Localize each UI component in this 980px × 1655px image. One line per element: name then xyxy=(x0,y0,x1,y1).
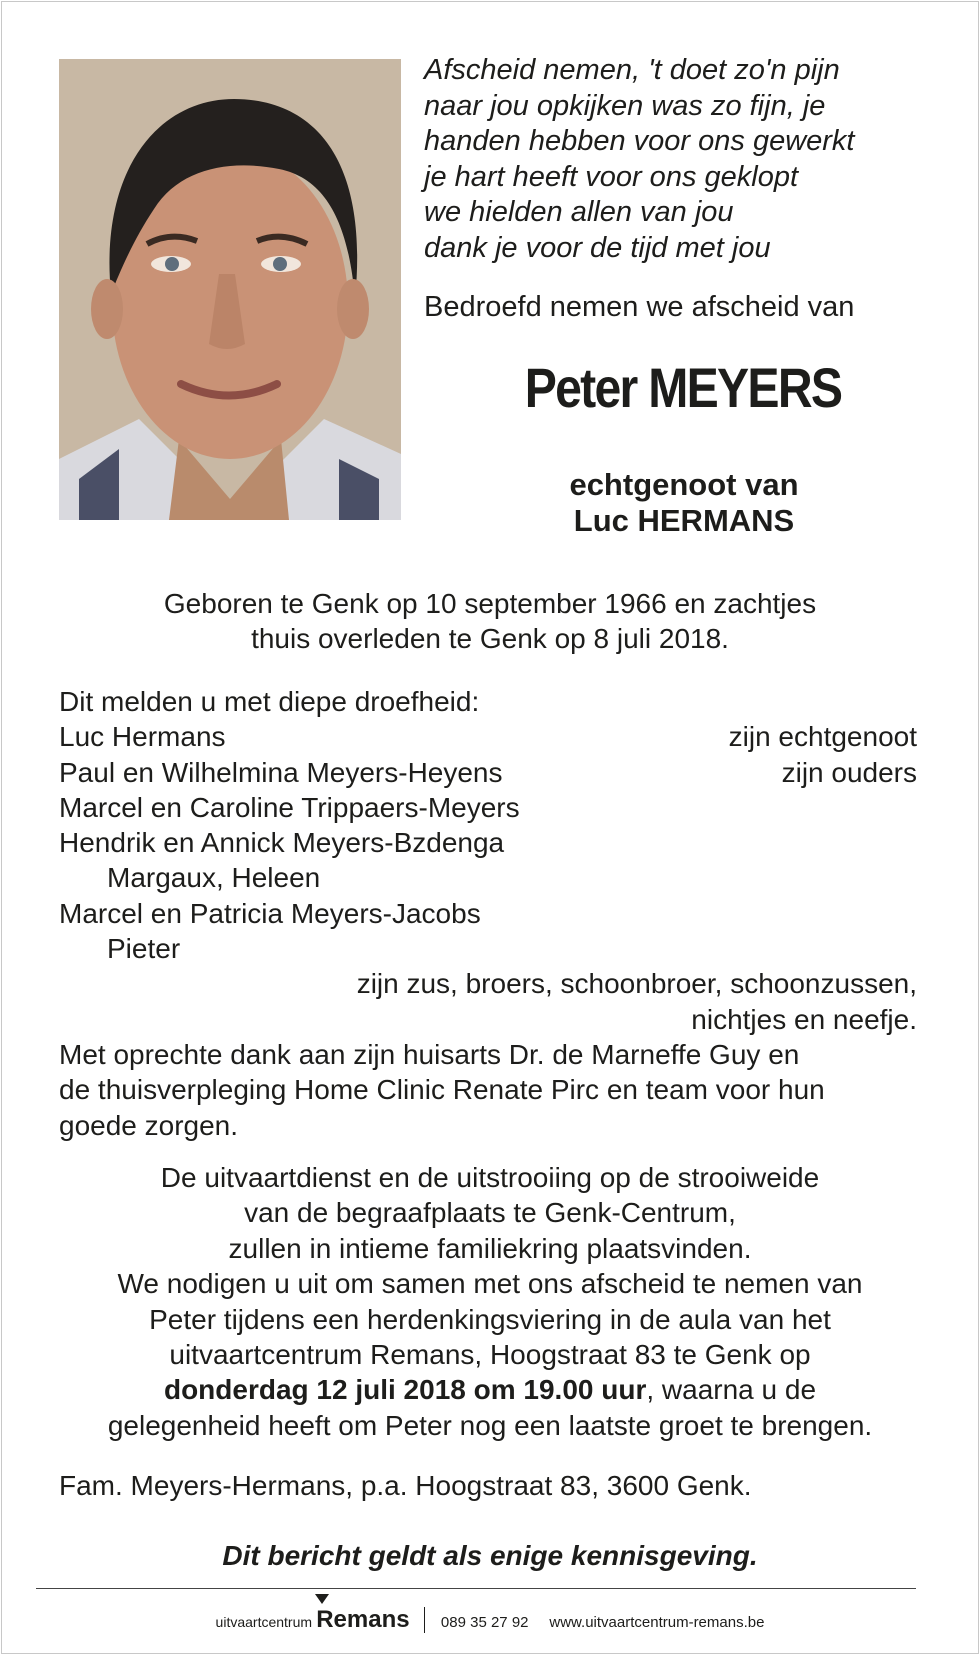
service-date: donderdag 12 juli 2018 om 19.00 uur xyxy=(163,1374,647,1406)
triangle-marker-icon xyxy=(315,1594,329,1604)
mourner-name: Hendrik en Annick Meyers-Bzdenga xyxy=(59,827,505,859)
brand-light: uitvaartcentrum xyxy=(215,1614,313,1630)
thanks-line: Met oprechte dank aan zijn huisarts Dr. de Marneffe Guy en xyxy=(59,1038,800,1070)
service-date-line xyxy=(40,1372,940,1407)
poem-line: je hart heeft voor ons geklopt xyxy=(424,160,799,193)
poem-line: Afscheid nemen, 't doet zo'n pijn xyxy=(424,54,840,86)
thanks-line: goede zorgen. xyxy=(59,1109,239,1141)
mourner-row xyxy=(59,896,917,931)
mourner-relation: zijn ouders xyxy=(781,756,917,788)
mourner-relation: zijn echtgenoot xyxy=(728,721,917,753)
footer-divider xyxy=(36,1588,916,1589)
footer-phone: 089 35 27 92 xyxy=(440,1614,529,1631)
family-address: Fam. Meyers-Hermans, p.a. Hoogstraat 83, 3600 Genk. xyxy=(59,1470,752,1501)
thanks-line: de thuisverpleging Home Clinic Renate Pirc en team voor hun xyxy=(59,1074,825,1106)
mourner-name: Paul en Wilhelmina Meyers-Heyens xyxy=(59,756,503,788)
service-line: gelegenheid heeft om Peter nog een laatste groet te brengen. xyxy=(107,1409,873,1441)
deceased-name: Peter MEYERS xyxy=(524,356,842,419)
poem xyxy=(424,53,944,266)
intro-text: Bedroefd nemen we afscheid van xyxy=(424,291,855,323)
spouse-name: Luc HERMANS xyxy=(573,503,795,538)
relatives-line: nichtjes en neefje. xyxy=(691,1003,917,1035)
service-line: Peter tijdens een herdenkingsviering in de aula van het xyxy=(149,1303,831,1335)
service-info xyxy=(40,1160,940,1443)
poem-line: naar jou opkijken was zo fijn, je xyxy=(424,89,826,122)
service-line: zullen in intieme familiekring plaatsvinden. xyxy=(228,1232,752,1264)
mourner-row xyxy=(59,719,917,754)
poem-line: dank je voor de tijd met jou xyxy=(424,231,771,264)
relatives-line: zijn zus, broers, schoonbroer, schoonzussen, xyxy=(356,968,917,1000)
mourner-name: Marcel en Caroline Trippaers-Meyers xyxy=(59,791,520,823)
notice: Dit bericht geldt als enige kennisgeving. xyxy=(222,1540,758,1571)
mourner-row xyxy=(59,931,917,966)
mourner-row xyxy=(59,755,917,790)
poem-line: handen hebben voor ons gewerkt xyxy=(424,125,855,157)
service-line: We nodigen u uit om samen met ons afscheid te nemen van xyxy=(117,1268,863,1300)
mourner-row xyxy=(59,860,917,895)
relatives-note xyxy=(59,966,917,1037)
service-line: De uitvaartdienst en de uitstrooiing op de strooiweide xyxy=(160,1162,820,1193)
spouse-relation: echtgenoot van xyxy=(569,467,799,502)
footer-separator xyxy=(424,1607,425,1633)
mourner-row xyxy=(59,825,917,860)
footer-website[interactable]: www.uitvaartcentrum-remans.be xyxy=(549,1614,765,1631)
spouse-block xyxy=(424,467,944,539)
service-date-rest: , waarna u de xyxy=(646,1374,817,1406)
death-line: thuis overleden te Genk op 8 juli 2018. xyxy=(251,622,729,654)
birth-death-info xyxy=(40,587,940,656)
birth-line: Geboren te Genk op 10 september 1966 en zachtjes xyxy=(163,588,817,619)
announcement: Dit melden u met diepe droefheid: xyxy=(59,686,480,717)
brand-strong: Remans xyxy=(316,1606,410,1633)
mourner-name: Marcel en Patricia Meyers-Jacobs xyxy=(59,897,481,929)
poem-line: we hielden allen van jou xyxy=(424,196,734,228)
mourner-name: Luc Hermans xyxy=(59,721,226,753)
service-line: uitvaartcentrum Remans, Hoogstraat 83 te Genk op xyxy=(169,1339,811,1371)
mourner-name: Margaux, Heleen xyxy=(107,862,321,894)
service-line: van de begraafplaats te Genk-Centrum, xyxy=(244,1197,736,1229)
mourners-block xyxy=(59,684,917,1143)
mourner-name: Pieter xyxy=(107,933,181,965)
footer xyxy=(0,1606,980,1637)
mourner-row xyxy=(59,790,917,825)
portrait-photo xyxy=(59,59,401,520)
thanks-note xyxy=(59,1037,917,1143)
